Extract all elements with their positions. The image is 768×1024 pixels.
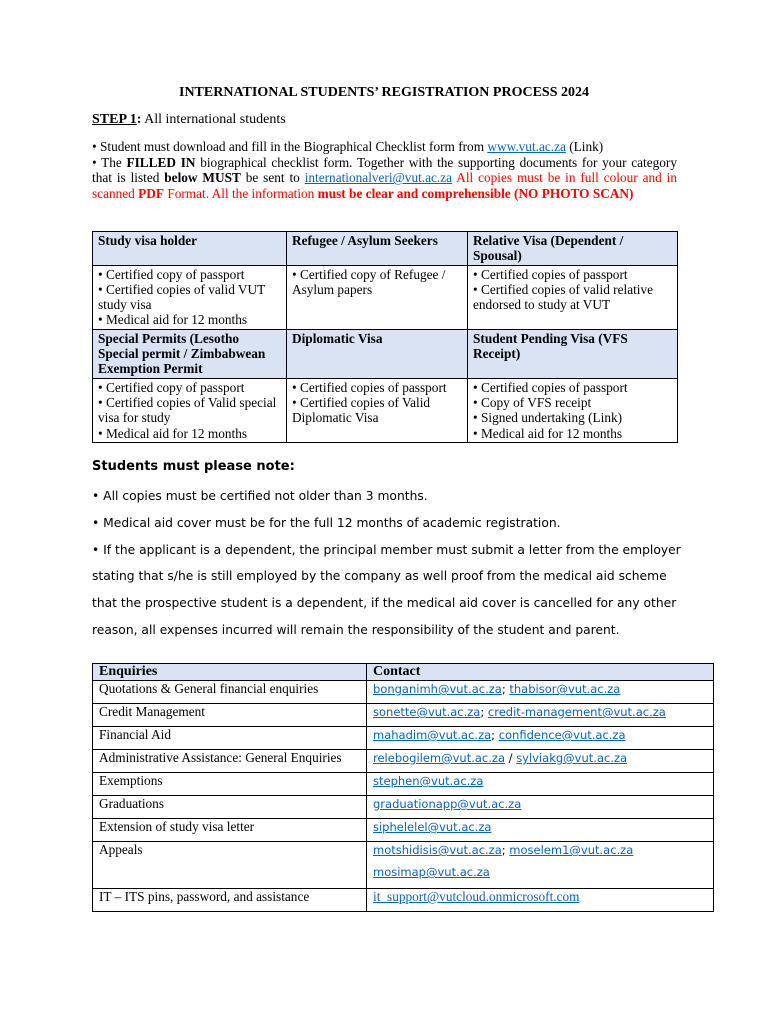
requirement-item: • Copy of VFS receipt [473, 394, 592, 410]
note-line: that the prospective student is a dependent, if the medical aid cover is cancelled for any other [92, 596, 677, 611]
column-header: Enquiries [93, 664, 367, 681]
table-row [93, 681, 714, 704]
requirement-item: • Medical aid for 12 months [473, 425, 623, 441]
requirement-item: • Certified copies of valid relative endorsed to study at VUT [473, 281, 654, 313]
contact-cell [367, 842, 714, 889]
requirement-item: • Certified copies of valid VUT study visa [98, 281, 266, 313]
note-line: stating that s/he is still employed by the company as well proof from the medical aid scheme [92, 569, 667, 584]
colour-requirement: All copies must be in full colour and in scanned [92, 170, 677, 201]
format-requirement: Format. All the information [164, 185, 318, 201]
contact-cell [367, 727, 714, 750]
pdf-emphasis: PDF [138, 185, 165, 201]
email-link[interactable]: thabisor@vut.ac.za [509, 682, 621, 696]
contact-cell [367, 704, 714, 727]
table-row [93, 842, 714, 889]
note-line: reason, all expenses incurred will remain the responsibility of the student and parent. [92, 622, 620, 637]
enquiry-label: Administrative Assistance: General Enquiries [93, 750, 367, 773]
international-email-link[interactable]: internationalveri@vut.ac.za [304, 170, 453, 186]
email-separator: ; [480, 705, 488, 719]
page-title: INTERNATIONAL STUDENTS’ REGISTRATION PROCESS 2024 [179, 85, 589, 100]
table-row [93, 796, 714, 819]
enquiry-label: Credit Management [93, 704, 367, 727]
requirements-cell [93, 378, 287, 442]
requirement-item: • Certified copy of passport [98, 266, 245, 282]
filled-in-emphasis: FILLED IN [126, 154, 196, 170]
note-line: • If the applicant is a dependent, the principal member must submit a letter from the employer [92, 542, 681, 557]
email-link[interactable]: it_support@vutcloud.onmicrosoft.com [373, 889, 580, 904]
enquiry-label: Extension of study visa letter [93, 819, 367, 842]
step-heading [92, 112, 286, 128]
email-link[interactable]: bonganimh@vut.ac.za [373, 682, 502, 696]
intro-line-download [92, 139, 677, 155]
email-separator: ; [501, 682, 510, 696]
table-row [93, 378, 678, 442]
intro-instructions [92, 139, 677, 201]
email-link[interactable]: mosimap@vut.ac.za [373, 865, 490, 879]
email-link[interactable]: sonette@vut.ac.za [373, 705, 481, 719]
table-row [93, 704, 714, 727]
requirement-item: • Medical aid for 12 months [98, 312, 248, 328]
email-separator: ; [491, 728, 499, 742]
table-row [93, 819, 714, 842]
clarity-requirement: must be clear and comprehensible (NO PHOTO SCAN) [317, 185, 634, 201]
category-heading: Diplomatic Visa [287, 329, 468, 378]
category-heading: Student Pending Visa (VFS Receipt) [468, 329, 678, 378]
email-link[interactable]: mahadim@vut.ac.za [373, 728, 492, 742]
email-link[interactable]: stephen@vut.ac.za [373, 774, 484, 788]
requirement-item: • Certified copies of passport [292, 379, 447, 395]
table-row [93, 773, 714, 796]
contact-cell [367, 796, 714, 819]
requirement-item: • Signed undertaking (Link) [473, 410, 623, 426]
email-link[interactable]: motshidisis@vut.ac.za [373, 843, 502, 857]
requirement-item: • Certified copy of passport [98, 379, 245, 395]
column-header: Contact [367, 664, 714, 681]
enquiry-label: Financial Aid [93, 727, 367, 750]
requirement-item: • Certified copies of passport [473, 379, 628, 395]
requirements-cell [93, 265, 287, 329]
enquiry-label: IT – ITS pins, password, and assistance [93, 889, 367, 912]
category-heading: Relative Visa (Dependent / Spousal) [468, 232, 678, 266]
table-row [93, 727, 714, 750]
enquiry-label: Quotations & General financial enquiries [93, 681, 367, 704]
email-separator: / [505, 751, 517, 765]
email-link[interactable]: sylviakg@vut.ac.za [516, 751, 628, 765]
vut-website-link[interactable]: www.vut.ac.za [487, 139, 566, 154]
category-heading: Refugee / Asylum Seekers [287, 232, 468, 266]
contact-cell [367, 773, 714, 796]
table-header-row [93, 664, 714, 681]
table-row [93, 232, 678, 266]
contact-cell [367, 889, 714, 912]
enquiries-table [92, 663, 714, 912]
notes-heading: Students must please note: [92, 459, 295, 474]
email-link[interactable]: graduationapp@vut.ac.za [373, 797, 522, 811]
contact-cell [367, 750, 714, 773]
intro-text: be sent to [240, 170, 305, 186]
table-row [93, 329, 678, 378]
contact-cell [367, 681, 714, 704]
requirements-cell [287, 378, 468, 442]
note-line: • All copies must be certified not older than 3 months. [92, 489, 428, 503]
visa-requirements-table [92, 231, 678, 443]
email-link[interactable]: confidence@vut.ac.za [498, 728, 626, 742]
contact-cell [367, 819, 714, 842]
table-row [93, 265, 678, 329]
requirements-cell [468, 265, 678, 329]
category-heading: Study visa holder [93, 232, 287, 266]
requirement-item: • Certified copies of Valid Diplomatic Visa [292, 394, 431, 426]
requirement-item: • Certified copies of Valid special visa for study [98, 394, 277, 426]
intro-text: • The [92, 154, 127, 170]
category-heading: Special Permits (Lesotho Special permit / Zimbabwean Exemption Permit [93, 329, 287, 378]
enquiry-label: Exemptions [93, 773, 367, 796]
step-colon: : [136, 112, 142, 127]
note-line: • Medical aid cover must be for the full 12 months of academic registration. [92, 515, 561, 530]
intro-text: biographical checklist form. Together with the supporting documents for your category that is listed [92, 154, 677, 186]
email-link[interactable]: siphelelel@vut.ac.za [373, 820, 492, 834]
requirements-cell [468, 378, 678, 442]
requirement-item: • Certified copy of Refugee / Asylum papers [292, 266, 446, 297]
below-must-emphasis: below MUST [164, 170, 241, 186]
email-link[interactable]: moselem1@vut.ac.za [509, 843, 634, 857]
email-separator: ; [501, 843, 510, 857]
intro-text: (Link) [565, 139, 604, 154]
requirements-cell [287, 265, 468, 329]
step-text: All international students [141, 112, 286, 127]
enquiry-label: Graduations [93, 796, 367, 819]
table-row [93, 750, 714, 773]
enquiry-label: Appeals [93, 842, 367, 889]
email-link[interactable]: relebogilem@vut.ac.za [373, 751, 505, 765]
step-label: STEP 1 [92, 112, 137, 127]
intro-text: • Student must download and fill in the Biographical Checklist form from [92, 139, 488, 154]
notes-list [92, 486, 682, 647]
intro-line-submit [92, 155, 677, 202]
requirement-item: • Medical aid for 12 months [98, 425, 248, 441]
email-link[interactable]: credit-management@vut.ac.za [487, 705, 666, 719]
table-row [93, 889, 714, 912]
requirement-item: • Certified copies of passport [473, 266, 628, 282]
